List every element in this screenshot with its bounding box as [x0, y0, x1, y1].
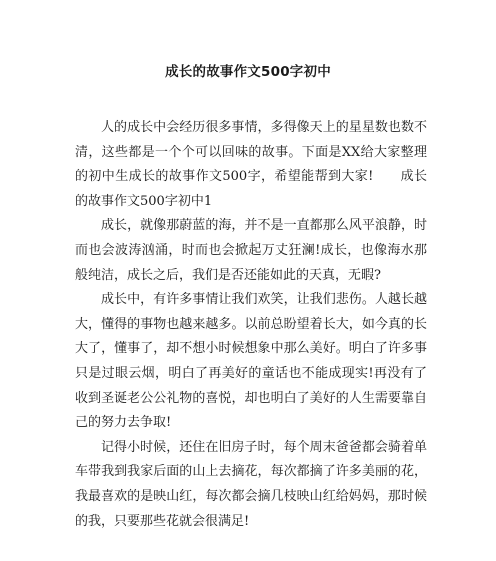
paragraph-1: 人的成长中会经历很多事情，多得像天上的星星数也数不清，这些都是一个个可以回味的故事。下面是XX给大家整理的初中生成长的故事作文500字，希望能帮到大家! 成长的故事作文500字初中1 — [75, 120, 427, 209]
document-body — [75, 116, 427, 534]
document-title: 成长的故事作文500字初中 — [165, 64, 331, 80]
paragraph-4: 记得小时候，还住在旧房子时，每个周末爸爸都会骑着单车带我到我家后面的山上去摘花，每次都摘了许多美丽的花，我最喜欢的是映山红，每次都会摘几枝映山红给妈妈，那时候的我，只要那些花就会很满足! — [75, 439, 427, 529]
paragraph-3: 成长中，有许多事情让我们欢笑，让我们悲伤。人越长越大，懂得的事物也越来越多。以前总盼望着长大，如今真的长大了，懂事了，却不想小时候想象中那么美好。明白了许多事只是过眼云烟，明白了再美好的童话也不能成现实!再没有了收到圣诞老公公礼物的喜悦，却也明白了美好的人生需要靠自己的努力去争取! — [75, 292, 427, 431]
paragraph-2: 成长，就像那蔚蓝的海，并不是一直都那么风平浪静，时而也会波涛汹涌，时而也会掀起万丈狂澜!成长，也像海水那般纯洁，成长之后，我们是否还能如此的天真，无暇? — [75, 218, 427, 283]
